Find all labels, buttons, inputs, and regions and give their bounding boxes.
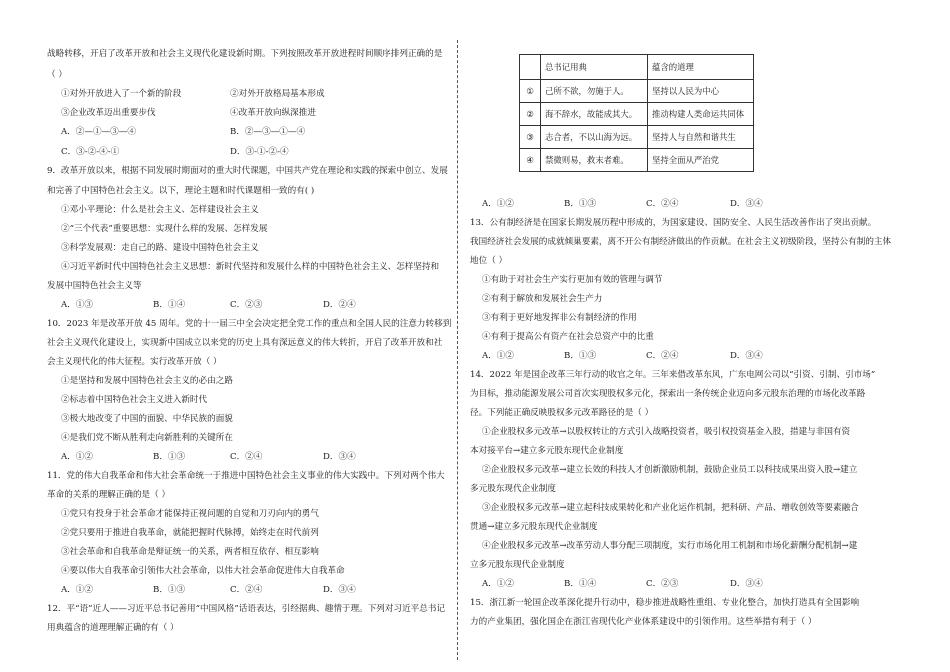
q8-option-b[interactable]: B．②—③—①—④ <box>230 127 306 137</box>
table-row-meaning: 坚持全面从严治党 <box>648 149 754 172</box>
q9-item-2: ②“三个代表”重要思想：实现什么样的发展、怎样发展 <box>61 224 268 234</box>
table-header-quote: 总书记用典 <box>541 55 648 80</box>
q8-option-a[interactable]: A．②—①—③—④ <box>61 127 136 137</box>
q11-item-2: ②党只要用于推进自我革命，就能把握时代脉搏，始终走在时代前列 <box>61 528 319 538</box>
q10-stem-line2: 社会主义现代化建设上，实现新中国成立以来党的历史上具有深远意义的伟大转折，开启了改革开放和社 <box>47 338 443 348</box>
table-row-quote: 禁微则易，救末者难。 <box>541 149 648 172</box>
table-row-num: ③ <box>520 126 541 149</box>
table-row-meaning: 推动构建人类命运共同体 <box>648 103 754 126</box>
q14-item-3a: ③企业股权多元改革→建立起科技成果转化和产业化运作机制，把科研、产品、增收创效等要素融合 <box>482 503 859 513</box>
q11-option-d[interactable]: D．③④ <box>323 585 356 595</box>
q14-option-a[interactable]: A．①② <box>482 579 514 589</box>
q14-item-2a: ②企业股权多元改革→建立长效的科技人才创新激励机制，鼓励企业员工以科技成果出资入股→建立 <box>482 465 858 475</box>
table-row-num: ④ <box>520 149 541 172</box>
q15-stem-line2: 力的产业集团，强化国企在浙江省现代化产业体系建设中的引领作用。这些举措有利于（ ） <box>470 617 817 627</box>
q11-item-4: ④要以伟大自我革命引领伟大社会革命，以伟大社会革命促进伟大自我革命 <box>61 566 345 576</box>
table-header-meaning: 蕴含的道理 <box>648 55 754 80</box>
q14-option-b[interactable]: B．①④ <box>564 579 597 589</box>
table-row <box>520 103 754 126</box>
q14-stem-line2: 为目标，推动能源发展公司首次实现股权多元化，探索出一条传统企业迈向多元股东治理的市场化改革路 <box>470 389 866 399</box>
q10-option-b[interactable]: B．①③ <box>153 452 186 462</box>
q14-item-4a: ④企业股权多元改革→改革劳动人事分配三项制度，实行市场化用工机制和市场化薪酬分配机制→建 <box>482 541 858 551</box>
table-row-quote: 己所不欲，勿施于人。 <box>541 80 648 103</box>
q11-item-3: ③社会革命和自我革命是辩证统一的关系，两者相互依存、相互影响 <box>61 547 319 557</box>
q13-option-d[interactable]: D．③④ <box>730 351 763 361</box>
q10-option-c[interactable]: C．②④ <box>230 452 263 462</box>
q9-option-d[interactable]: D．②④ <box>323 300 356 310</box>
q12-option-a[interactable]: A．①② <box>482 199 514 209</box>
q9-item-3: ③科学发展观：走自己的路、建设中国特色社会主义 <box>61 243 259 253</box>
q14-item-4b: 立多元股东现代企业制度 <box>470 560 565 570</box>
q10-stem-line1: 10．2023 年是改革开放 45 周年。党的十一届三中全会决定把全党工作的重点和全国人民的注意力转移到 <box>47 319 452 329</box>
q10-stem-line3: 会主义现代化的伟大征程。实行改革开放（ ） <box>47 357 222 367</box>
q8-item-4: ④改革开放向纵深推进 <box>230 108 316 118</box>
q9-option-b[interactable]: B．①④ <box>153 300 186 310</box>
q14-stem-line1: 14．2022 年是国企改革三年行动的收官之年。三年来借改革东风，广东电网公司以“引资、引制、引市场” <box>470 370 876 380</box>
q9-stem-line2: 和完善了中国特色社会主义。以下，理论主题和时代课题相一致的有( ) <box>47 186 315 196</box>
q14-item-3b: 贯通→建立多元股东现代企业制度 <box>470 522 598 532</box>
table-row <box>520 126 754 149</box>
q13-item-3: ③有利于更好地发挥非公有制经济的作用 <box>482 313 637 323</box>
table-header-row <box>520 55 754 80</box>
q13-stem-line2: 我国经济社会发展的成就倾巢要素，离不开公有制经济做出的作贡献。在社会主义初级阶段，坚持公有制的主体 <box>470 237 892 247</box>
q10-item-3: ③极大地改变了中国的面貌、中华民族的面貌 <box>61 414 233 424</box>
table-row-num: ① <box>520 80 541 103</box>
q12-stem-line1: 12．平“语”近人——习近平总书记善用“中国风格”话语表达，引经据典、趣情于理。下列对习近平总书记 <box>47 604 446 614</box>
table-row-meaning: 坚持以人民为中心 <box>648 80 754 103</box>
q13-option-a[interactable]: A．①② <box>482 351 514 361</box>
q13-item-1: ①有助于对社会生产实行更加有效的管理与调节 <box>482 275 663 285</box>
q13-item-2: ②有利于解放和发展社会生产力 <box>482 294 603 304</box>
q13-stem-line3: 地位（ ） <box>470 256 508 266</box>
q9-option-a[interactable]: A．①③ <box>61 300 93 310</box>
table-row-quote: 海不辞水，故能成其大。 <box>541 103 648 126</box>
q10-item-1: ①是坚持和发展中国特色社会主义的必由之路 <box>61 376 233 386</box>
q13-option-b[interactable]: B．①③ <box>564 351 597 361</box>
q13-stem-line1: 13．公有制经济是在国家长期发展历程中形成的，为国家建设、国防安全、人民生活改善作出了突出贡献。 <box>470 218 877 228</box>
q8-option-c[interactable]: C．③-②-④-① <box>61 147 120 157</box>
q11-stem-line1: 11．党的伟大自我革命和伟大社会革命统一于推进中国特色社会主义事业的伟大实践中。下列对两个伟大 <box>47 471 445 481</box>
q13-item-4: ④有利于提高公有资产在社会总资产中的比重 <box>482 332 654 342</box>
table-row-quote: 志合者，不以山海为远。 <box>541 126 648 149</box>
q11-item-1: ①党只有投身于社会革命才能保持正视问题的自觉和刀刃向内的勇气 <box>61 509 319 519</box>
allusion-table <box>519 54 754 172</box>
q11-option-c[interactable]: C．②④ <box>230 585 263 595</box>
table-row-meaning: 坚持人与自然和谐共生 <box>648 126 754 149</box>
q9-item-1: ①邓小平理论：什么是社会主义、怎样建设社会主义 <box>61 205 259 215</box>
q15-stem-line1: 15．浙江新一轮国企改革深化提升行动中，稳步推进战略性重组、专业化整合，加快打造具有全国影响 <box>470 598 860 608</box>
q8-stem-line: 战略转移，开启了改革开放和社会主义现代化建设新时期。下列按照改革开放进程时间顺序排列正确的是 <box>47 49 443 59</box>
table-header-num <box>520 55 541 80</box>
q14-item-1b: 本对接平台→建立多元股东现代企业制度 <box>470 446 624 456</box>
q9-item-4b: 发展中国特色社会主义等 <box>47 281 142 291</box>
table-row-num: ② <box>520 103 541 126</box>
q11-option-a[interactable]: A．①② <box>61 585 93 595</box>
column-divider <box>457 40 458 660</box>
q10-item-2: ②标志着中国特色社会主义进入新时代 <box>61 395 208 405</box>
q12-stem-line2: 用典蕴含的道理理解正确的有（ ） <box>47 623 179 633</box>
q9-option-c[interactable]: C．②③ <box>230 300 263 310</box>
q8-option-d[interactable]: D．③-①-②-④ <box>230 147 289 157</box>
table-row <box>520 80 754 103</box>
q12-option-c[interactable]: C．②④ <box>646 199 679 209</box>
q12-option-b[interactable]: B．①③ <box>564 199 597 209</box>
q12-option-d[interactable]: D．③④ <box>730 199 763 209</box>
q11-stem-line2: 革命的关系的理解正确的是（ ） <box>47 490 171 500</box>
q10-item-4: ④是我们党不断从胜利走向新胜利的关键所在 <box>61 433 233 443</box>
q8-item-1: ①对外开放进入了一个新的阶段 <box>61 89 182 99</box>
q10-option-d[interactable]: D．③④ <box>323 452 356 462</box>
q9-item-4a: ④习近平新时代中国特色社会主义思想：新时代坚持和发展什么样的中国特色社会主义、怎样坚持和 <box>61 262 440 272</box>
q10-option-a[interactable]: A．①② <box>61 452 93 462</box>
q14-option-d[interactable]: D．③④ <box>730 579 763 589</box>
q11-option-b[interactable]: B．①③ <box>153 585 186 595</box>
q14-option-c[interactable]: C．②③ <box>646 579 679 589</box>
q14-item-1a: ①企业股权多元改革→以股权转让的方式引入战略投资者，吸引权投资基金入股，措建与非国有资 <box>482 427 851 437</box>
q13-option-c[interactable]: C．②④ <box>646 351 679 361</box>
q8-item-2: ②对外开放格局基本形成 <box>230 89 325 99</box>
table-row <box>520 149 754 172</box>
q9-stem-line1: 9．改革开放以来，根据不同发展时期面对的重大时代课题，中国共产党在理论和实践的探索中创立、发展 <box>47 166 448 176</box>
q8-item-3: ③企业改革迈出重要步伐 <box>61 108 156 118</box>
q8-paren: （ ） <box>47 70 67 80</box>
q14-stem-line3: 径。下列能正确反映股权多元改革路径的是（ ） <box>470 408 654 418</box>
q14-item-2b: 多元股东现代企业制度 <box>470 484 556 494</box>
